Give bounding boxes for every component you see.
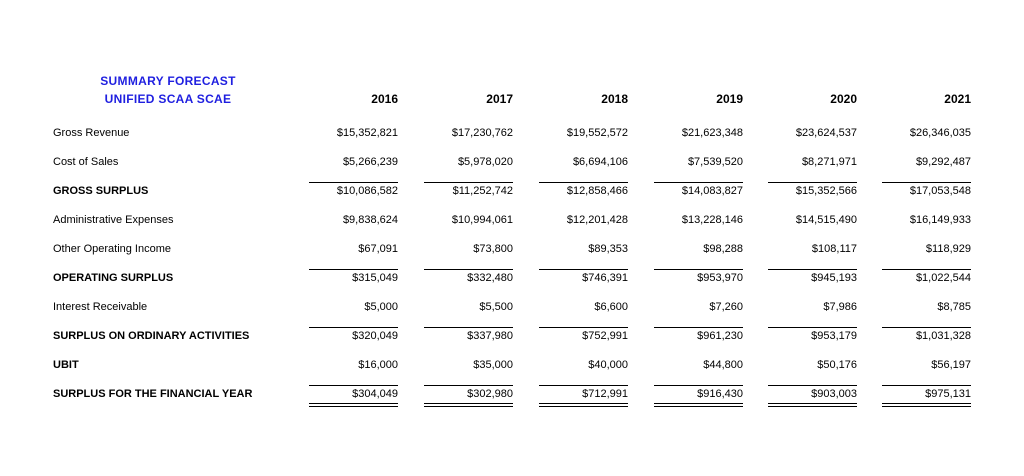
subtotal-rule [309, 269, 398, 270]
value-cell: $5,978,020 [457, 156, 513, 168]
value-cell: $302,980 [467, 388, 513, 400]
value-cell: $23,624,537 [795, 127, 857, 139]
year-header: 2018 [601, 92, 628, 106]
subtotal-rule [654, 327, 743, 328]
value-cell: $7,986 [823, 301, 857, 313]
subtotal-rule [539, 269, 628, 270]
value-cell: $12,858,466 [566, 185, 628, 197]
row-label: Gross Revenue [53, 127, 130, 139]
value-cell: $21,623,348 [681, 127, 743, 139]
total-double-rule [768, 403, 857, 407]
row-label: UBIT [53, 359, 79, 371]
value-cell: $5,000 [364, 301, 398, 313]
value-cell: $15,352,821 [336, 127, 398, 139]
value-cell: $945,193 [811, 272, 857, 284]
row-label: Cost of Sales [53, 156, 119, 168]
subtotal-rule [654, 182, 743, 183]
value-cell: $11,252,742 [452, 185, 513, 197]
subtotal-rule [539, 327, 628, 328]
value-cell: $16,149,933 [909, 214, 971, 226]
subtotal-rule [882, 182, 971, 183]
value-cell: $44,800 [703, 359, 743, 371]
value-cell: $1,031,328 [915, 330, 971, 342]
value-cell: $14,515,490 [795, 214, 857, 226]
total-double-rule [654, 403, 743, 407]
row-label: OPERATING SURPLUS [53, 272, 174, 284]
subtotal-rule [424, 385, 513, 386]
value-cell: $7,260 [709, 301, 743, 313]
row-label: GROSS SURPLUS [53, 185, 149, 197]
report-subtitle: UNIFIED SCAA SCAE [104, 92, 232, 106]
value-cell: $98,288 [703, 243, 743, 255]
total-double-rule [424, 403, 513, 407]
value-cell: $9,292,487 [915, 156, 971, 168]
row-label: SURPLUS FOR THE FINANCIAL YEAR [53, 388, 253, 400]
subtotal-rule [654, 269, 743, 270]
subtotal-rule [424, 269, 513, 270]
value-cell: $320,049 [352, 330, 398, 342]
value-cell: $752,991 [582, 330, 628, 342]
report-title: SUMMARY FORECAST [100, 74, 236, 88]
value-cell: $337,980 [467, 330, 513, 342]
subtotal-rule [768, 327, 857, 328]
value-cell: $953,970 [697, 272, 743, 284]
subtotal-rule [539, 182, 628, 183]
value-cell: $26,346,035 [909, 127, 971, 139]
value-cell: $73,800 [473, 243, 513, 255]
value-cell: $7,539,520 [687, 156, 743, 168]
year-header: 2016 [371, 92, 398, 106]
total-double-rule [309, 403, 398, 407]
value-cell: $17,053,548 [909, 185, 971, 197]
value-cell: $6,600 [594, 301, 628, 313]
subtotal-rule [424, 327, 513, 328]
value-cell: $89,353 [588, 243, 628, 255]
row-label: Interest Receivable [53, 301, 148, 313]
value-cell: $15,352,566 [795, 185, 857, 197]
value-cell: $17,230,762 [451, 127, 513, 139]
value-cell: $6,694,106 [572, 156, 628, 168]
subtotal-rule [309, 327, 398, 328]
subtotal-rule [768, 269, 857, 270]
subtotal-rule [882, 269, 971, 270]
value-cell: $40,000 [588, 359, 628, 371]
value-cell: $19,552,572 [566, 127, 628, 139]
value-cell: $118,929 [925, 243, 971, 255]
total-double-rule [882, 403, 971, 407]
value-cell: $108,117 [811, 243, 857, 255]
value-cell: $746,391 [582, 272, 628, 284]
value-cell: $14,083,827 [681, 185, 743, 197]
value-cell: $961,230 [697, 330, 743, 342]
row-label: Other Operating Income [53, 243, 172, 255]
value-cell: $16,000 [358, 359, 398, 371]
value-cell: $35,000 [473, 359, 513, 371]
subtotal-rule [768, 385, 857, 386]
year-header: 2020 [830, 92, 857, 106]
subtotal-rule [309, 385, 398, 386]
value-cell: $332,480 [467, 272, 513, 284]
row-label: Administrative Expenses [53, 214, 174, 226]
value-cell: $916,430 [697, 388, 743, 400]
subtotal-rule [309, 182, 398, 183]
subtotal-rule [539, 385, 628, 386]
total-double-rule [539, 403, 628, 407]
value-cell: $903,003 [811, 388, 857, 400]
value-cell: $8,785 [937, 301, 971, 313]
value-cell: $10,086,582 [336, 185, 398, 197]
value-cell: $315,049 [352, 272, 398, 284]
year-header: 2017 [486, 92, 513, 106]
value-cell: $5,266,239 [342, 156, 398, 168]
subtotal-rule [654, 385, 743, 386]
year-header: 2019 [716, 92, 743, 106]
subtotal-rule [882, 327, 971, 328]
value-cell: $1,022,544 [915, 272, 971, 284]
subtotal-rule [424, 182, 513, 183]
value-cell: $9,838,624 [342, 214, 398, 226]
year-header: 2021 [944, 92, 971, 106]
value-cell: $67,091 [358, 243, 398, 255]
value-cell: $13,228,146 [681, 214, 743, 226]
value-cell: $56,197 [931, 359, 971, 371]
value-cell: $304,049 [352, 388, 398, 400]
value-cell: $5,500 [479, 301, 513, 313]
value-cell: $712,991 [582, 388, 628, 400]
value-cell: $8,271,971 [801, 156, 857, 168]
row-label: SURPLUS ON ORDINARY ACTIVITIES [53, 330, 250, 342]
value-cell: $12,201,428 [566, 214, 628, 226]
subtotal-rule [768, 182, 857, 183]
subtotal-rule [882, 385, 971, 386]
value-cell: $953,179 [811, 330, 857, 342]
value-cell: $10,994,061 [451, 214, 513, 226]
value-cell: $50,176 [817, 359, 857, 371]
value-cell: $975,131 [925, 388, 971, 400]
